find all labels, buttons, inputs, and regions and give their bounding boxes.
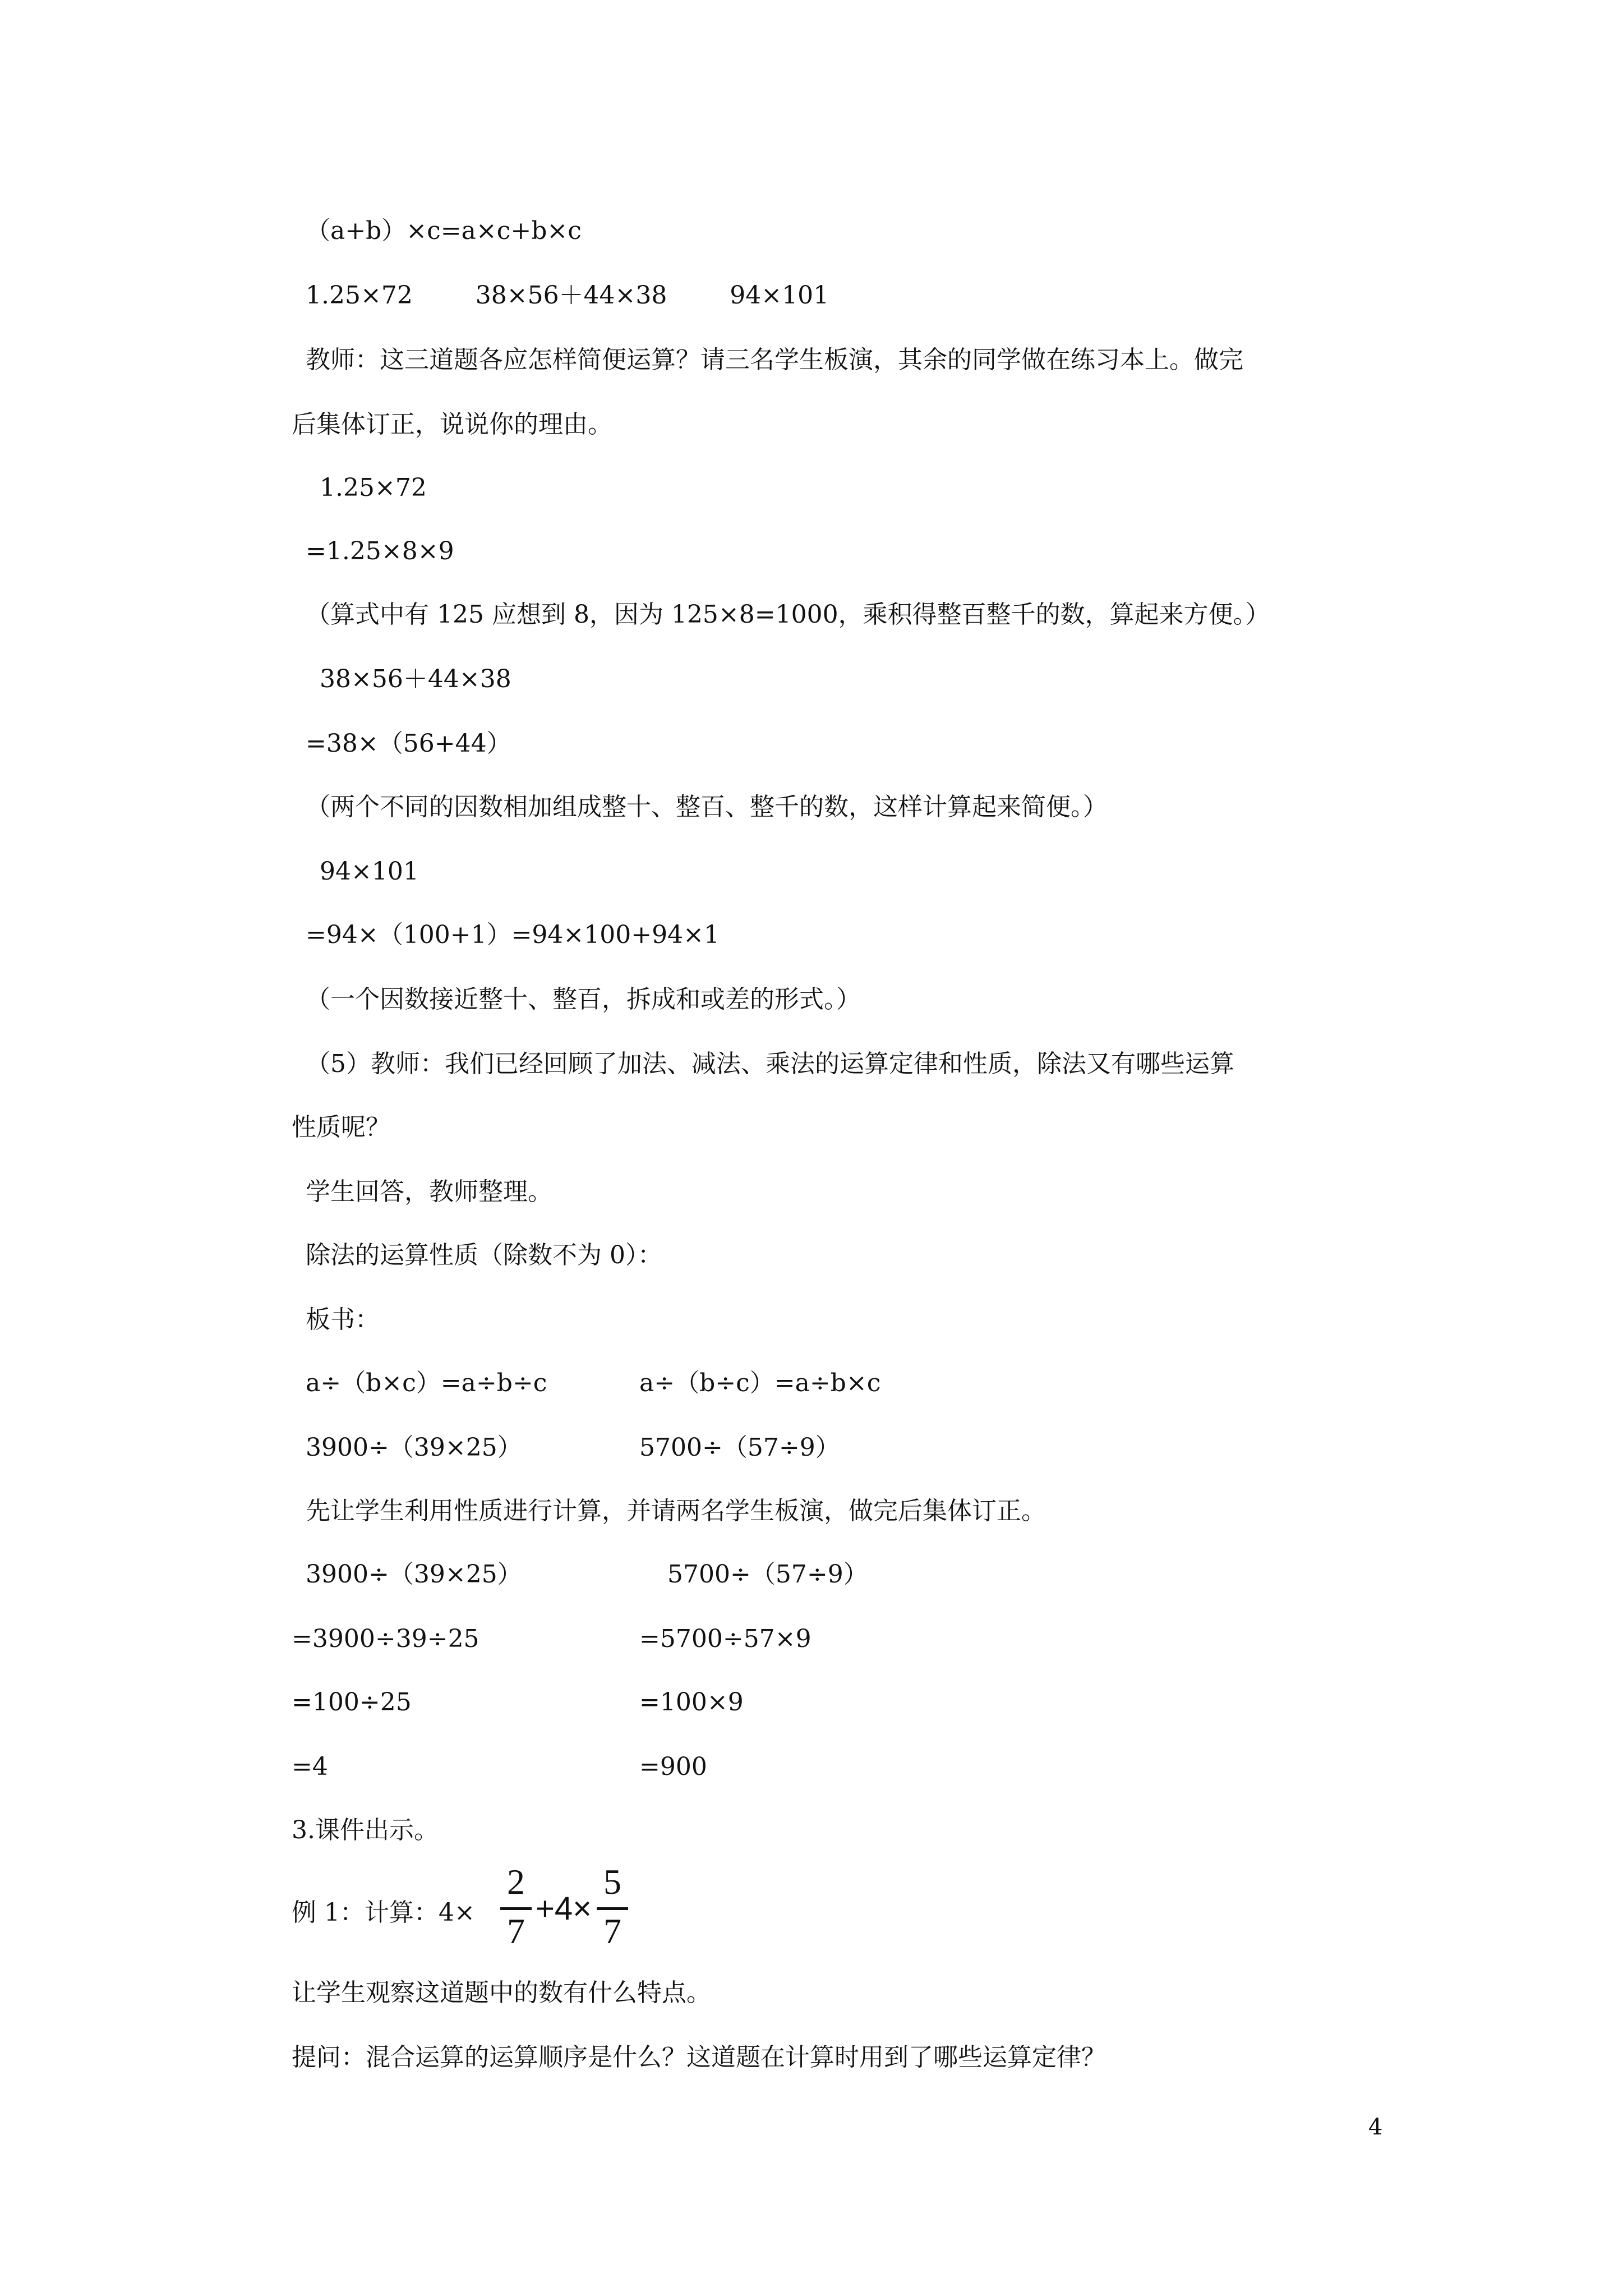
blackboard-label: 板书： bbox=[306, 1305, 380, 1334]
question-prompt: 提问：混合运算的运算顺序是什么？这道题在计算时用到了哪些运算定律？ bbox=[292, 2043, 1106, 2072]
example-1-prefix: 例 1：计算：4× bbox=[292, 1898, 475, 1927]
calc-3-line-2: =94×（100+1）=94×100+94×1 bbox=[306, 921, 720, 949]
calc-1-line-1: 1.25×72 bbox=[320, 473, 427, 502]
observe-instruction: 让学生观察这道题中的数有什么特点。 bbox=[292, 1978, 711, 2007]
solution-a-line-2: =3900÷39÷25 bbox=[292, 1625, 479, 1653]
division-properties-heading: 除法的运算性质（除数不为 0）： bbox=[306, 1241, 662, 1269]
calc-2-line-1: 38×56＋44×38 bbox=[320, 665, 511, 693]
division-rule-1: a÷（b×c）=a÷b÷c bbox=[306, 1369, 547, 1397]
division-rule-2: a÷（b÷c）=a÷b×c bbox=[639, 1369, 881, 1397]
fraction-bar bbox=[500, 1907, 532, 1910]
page-number: 4 bbox=[1368, 2114, 1383, 2140]
fraction-bar bbox=[597, 1907, 628, 1910]
solution-b-line-3: =100×9 bbox=[639, 1688, 744, 1717]
student-answer-note: 学生回答，教师整理。 bbox=[306, 1177, 552, 1206]
solution-b-line-2: =5700÷57×9 bbox=[639, 1625, 811, 1653]
practice-instruction: 先让学生利用性质进行计算，并请两名学生板演，做完后集体订正。 bbox=[306, 1497, 1046, 1525]
calc-3-line-1: 94×101 bbox=[320, 857, 419, 886]
formula-distributive: （a+b）×c=a×c+b×c bbox=[306, 217, 582, 245]
solution-a-line-3: =100÷25 bbox=[292, 1688, 412, 1717]
division-exercise-2: 5700÷（57÷9） bbox=[639, 1433, 840, 1462]
calc-2-note: （两个不同的因数相加组成整十、整百、整千的数，这样计算起来简便。） bbox=[306, 793, 1108, 821]
calc-1-note: （算式中有 125 应想到 8，因为 125×8=1000，乘积得整百整千的数，算起来方便。） bbox=[306, 600, 1270, 629]
teacher-question-5-line-1: （5）教师：我们已经回顾了加法、减法、乘法的运算定律和性质，除法又有哪些运算 bbox=[306, 1050, 1234, 1078]
calc-3-note: （一个因数接近整十、整百，拆成和或差的形式。） bbox=[306, 985, 861, 1014]
calc-1-line-2: =1.25×8×9 bbox=[306, 537, 454, 565]
fraction-numerator: 5 bbox=[603, 1862, 621, 1902]
exercise-list: 1.25×72 38×56＋44×38 94×101 bbox=[306, 281, 829, 310]
solution-a-line-1: 3900÷（39×25） bbox=[306, 1560, 522, 1589]
courseware-heading: 3.课件出示。 bbox=[292, 1816, 439, 1844]
solution-b-line-1: 5700÷（57÷9） bbox=[667, 1560, 868, 1589]
fraction-denominator: 7 bbox=[603, 1911, 621, 1951]
example-1-plus-term: +4× bbox=[536, 1890, 592, 1927]
fraction-numerator: 2 bbox=[507, 1862, 525, 1902]
calc-2-line-2: =38×（56+44） bbox=[306, 729, 511, 758]
teacher-instruction-1: 教师：这三道题各应怎样简便运算？请三名学生板演，其余的同学做在练习本上。做完 bbox=[306, 346, 1243, 374]
solution-b-line-4: =900 bbox=[639, 1752, 707, 1781]
solution-a-line-4: =4 bbox=[292, 1752, 328, 1781]
fraction-denominator: 7 bbox=[507, 1911, 525, 1951]
teacher-instruction-2: 后集体订正，说说你的理由。 bbox=[292, 410, 612, 439]
division-exercise-1: 3900÷（39×25） bbox=[306, 1433, 522, 1462]
teacher-question-5-line-2: 性质呢？ bbox=[292, 1113, 390, 1142]
